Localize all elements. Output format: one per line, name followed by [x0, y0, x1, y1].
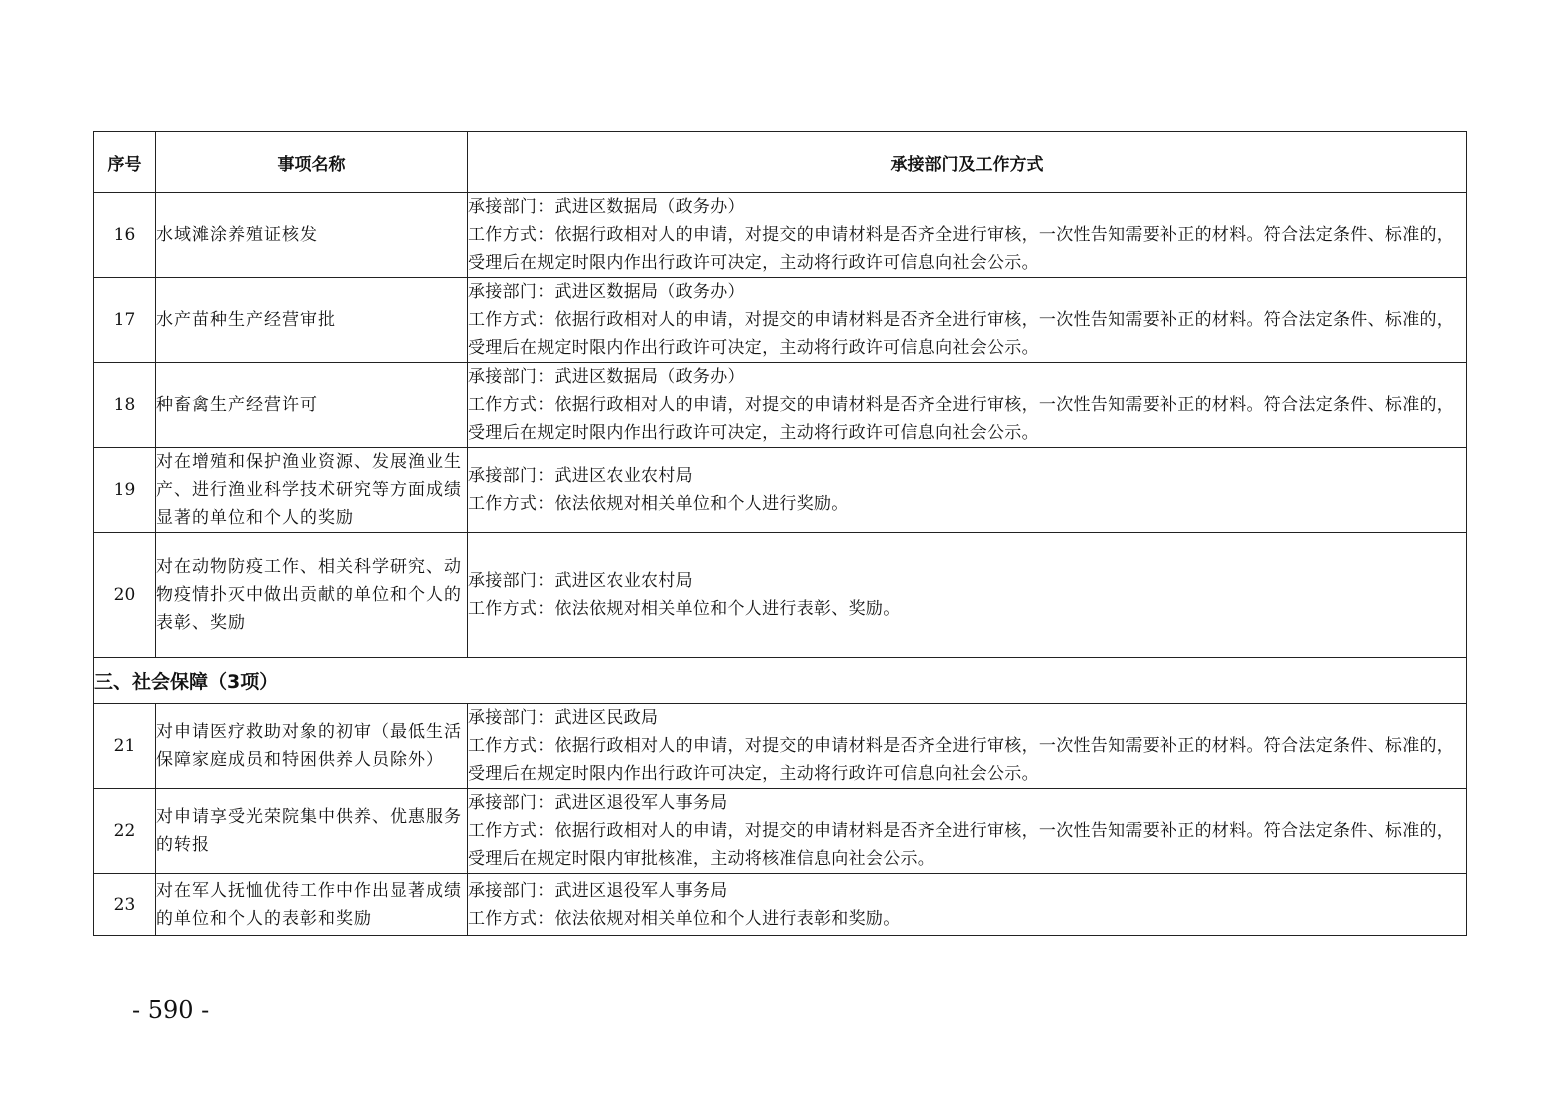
method-text: 工作方式：依法依规对相关单位和个人进行奖励。 — [468, 494, 849, 514]
row-number: 18 — [94, 363, 156, 448]
dept-text: 承接部门：武进区退役军人事务局 — [468, 880, 728, 901]
table-row — [94, 278, 1467, 363]
dept-method-cell — [468, 704, 1467, 789]
dept-text: 承接部门：武进区民政局 — [468, 708, 659, 728]
method-text: 工作方式：依据行政相对人的申请，对提交的申请材料是否齐全进行审核，一次性告知需要补正的材料。符合法定条件、标准的，受理后在规定时限内作出行政许可决定，主动将行政许可信息向社会公示。 — [468, 225, 1455, 273]
item-name: 对在增殖和保护渔业资源、发展渔业生产、进行渔业科学技术研究等方面成绩显著的单位和个人的奖励 — [156, 448, 468, 533]
item-name: 水域滩涂养殖证核发 — [156, 193, 468, 278]
header-seq: 序号 — [94, 132, 156, 193]
table-header-row — [94, 132, 1467, 193]
dept-text: 承接部门：武进区农业农村局 — [468, 571, 693, 591]
row-number: 19 — [94, 448, 156, 533]
table-row — [94, 533, 1467, 658]
row-number: 17 — [94, 278, 156, 363]
item-name: 水产苗种生产经营审批 — [156, 278, 468, 363]
section-title: 三、社会保障（3项） — [94, 658, 1467, 704]
item-name: 对申请医疗救助对象的初审（最低生活保障家庭成员和特困供养人员除外） — [156, 704, 468, 789]
row-number: 21 — [94, 704, 156, 789]
dept-method-cell — [468, 448, 1467, 533]
item-name: 种畜禽生产经营许可 — [156, 363, 468, 448]
item-name: 对在动物防疫工作、相关科学研究、动物疫情扑灭中做出贡献的单位和个人的表彰、奖励 — [156, 533, 468, 658]
method-text: 工作方式：依法依规对相关单位和个人进行表彰和奖励。 — [468, 908, 901, 929]
dept-text: 承接部门：武进区数据局（政务办） — [468, 367, 745, 387]
row-number: 23 — [94, 874, 156, 936]
dept-text: 承接部门：武进区数据局（政务办） — [468, 282, 745, 302]
page-number: - 590 - — [132, 996, 210, 1024]
dept-method-cell — [468, 789, 1467, 874]
method-text: 工作方式：依法依规对相关单位和个人进行表彰、奖励。 — [468, 599, 901, 619]
dept-method-cell — [468, 533, 1467, 658]
method-text: 工作方式：依据行政相对人的申请，对提交的申请材料是否齐全进行审核，一次性告知需要补正的材料。符合法定条件、标准的，受理后在规定时限内作出行政许可决定，主动将行政许可信息向社会公示。 — [468, 395, 1455, 443]
dept-method-cell — [468, 363, 1467, 448]
method-text: 工作方式：依据行政相对人的申请，对提交的申请材料是否齐全进行审核，一次性告知需要补正的材料。符合法定条件、标准的，受理后在规定时限内作出行政许可决定，主动将行政许可信息向社会公示。 — [468, 736, 1455, 784]
section-row — [94, 658, 1467, 704]
table-row — [94, 448, 1467, 533]
row-number: 20 — [94, 533, 156, 658]
dept-text: 承接部门：武进区数据局（政务办） — [468, 197, 745, 217]
item-name: 对申请享受光荣院集中供养、优惠服务的转报 — [156, 789, 468, 874]
method-text: 工作方式：依据行政相对人的申请，对提交的申请材料是否齐全进行审核，一次性告知需要补正的材料。符合法定条件、标准的，受理后在规定时限内作出行政许可决定，主动将行政许可信息向社会公示。 — [468, 310, 1455, 358]
header-name: 事项名称 — [156, 132, 468, 193]
table-row — [94, 874, 1467, 936]
header-dept-method: 承接部门及工作方式 — [468, 132, 1467, 193]
dept-method-cell — [468, 193, 1467, 278]
item-name: 对在军人抚恤优待工作中作出显著成绩的单位和个人的表彰和奖励 — [156, 874, 468, 936]
table-row — [94, 704, 1467, 789]
row-number: 22 — [94, 789, 156, 874]
table-row — [94, 193, 1467, 278]
dept-method-cell — [468, 874, 1467, 936]
matters-table — [93, 131, 1467, 936]
dept-text: 承接部门：武进区农业农村局 — [468, 466, 693, 486]
table-row — [94, 363, 1467, 448]
row-number: 16 — [94, 193, 156, 278]
method-text: 工作方式：依据行政相对人的申请，对提交的申请材料是否齐全进行审核，一次性告知需要补正的材料。符合法定条件、标准的，受理后在规定时限内审批核准，主动将核准信息向社会公示。 — [468, 821, 1455, 869]
dept-text: 承接部门：武进区退役军人事务局 — [468, 793, 728, 813]
dept-method-cell — [468, 278, 1467, 363]
table-row — [94, 789, 1467, 874]
